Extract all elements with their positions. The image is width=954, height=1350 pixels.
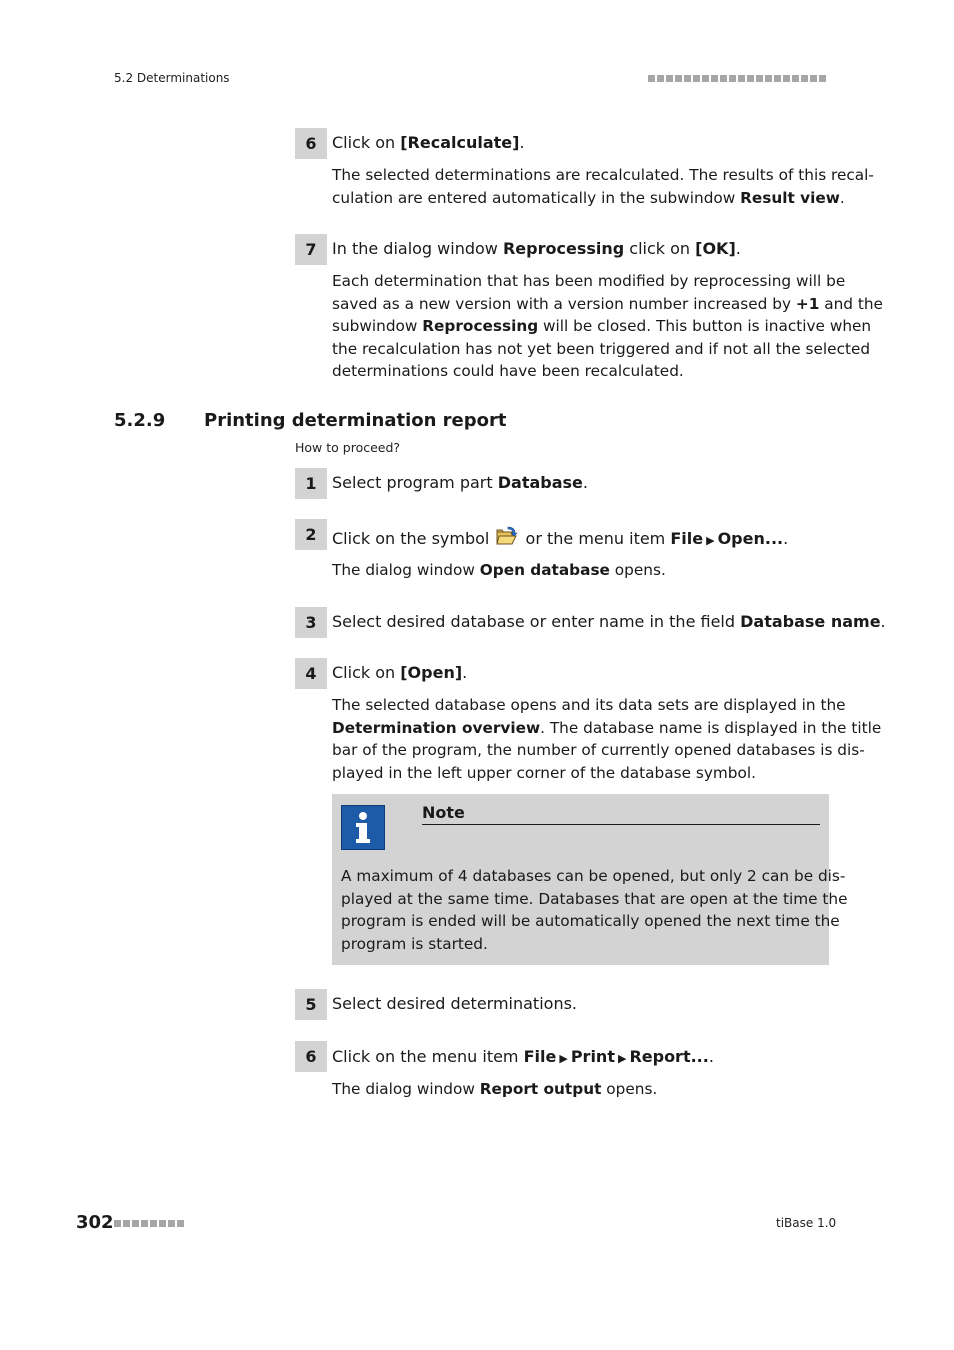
decoration-square — [792, 75, 799, 82]
note-box — [332, 794, 848, 965]
step-instruction: Select desired determinations. — [332, 994, 577, 1013]
decoration-square — [666, 75, 673, 82]
step-description: The selected determinations are recalculated. The results of this recal- culation are entered automatically in the subwindow Result view. — [332, 166, 874, 207]
section-title: Printing determination report — [204, 410, 507, 431]
decoration-square — [123, 1220, 130, 1227]
decoration-square — [747, 75, 754, 82]
decoration-square — [711, 75, 718, 82]
step-number: 4 — [295, 658, 327, 689]
decoration-square — [168, 1220, 175, 1227]
decoration-square — [810, 75, 817, 82]
step-number: 6 — [295, 128, 327, 159]
step-number: 3 — [295, 607, 327, 638]
step-number: 2 — [295, 519, 327, 550]
step-number: 5 — [295, 989, 327, 1020]
decoration-square — [684, 75, 691, 82]
decoration-square — [774, 75, 781, 82]
decoration-square — [801, 75, 808, 82]
header-decoration — [648, 75, 826, 82]
step-number: 1 — [295, 468, 327, 499]
open-folder-icon — [496, 526, 518, 546]
decoration-square — [693, 75, 700, 82]
step-number: 6 — [295, 1041, 327, 1072]
decoration-square — [702, 75, 709, 82]
step-instruction: Click on [Open]. — [332, 663, 468, 682]
step-instruction: Click on the symbol or the menu item File ▶ Open.... — [332, 526, 788, 553]
step-instruction: In the dialog window Reprocessing click on [OK]. — [332, 239, 741, 258]
decoration-square — [675, 75, 682, 82]
step-number: 7 — [295, 234, 327, 265]
running-header-section: 5.2 Determinations — [114, 71, 230, 85]
decoration-square — [765, 75, 772, 82]
step-instruction: Click on the menu item File ▶ Print ▶ Report.... — [332, 1047, 714, 1066]
step-description: Each determination that has been modified by reprocessing will be saved as a new version with a version number increased by +1 and the subwindow Reprocessing will be closed. This button is inactive when the recalculation has not yet been triggered and if not all the selected determinations could have been recalculated. — [332, 272, 883, 380]
decoration-square — [150, 1220, 157, 1227]
decoration-square — [159, 1220, 166, 1227]
step-description: The dialog window Report output opens. — [332, 1080, 658, 1098]
footer-product: tiBase 1.0 — [776, 1216, 837, 1230]
decoration-square — [720, 75, 727, 82]
step-description: The dialog window Open database opens. — [332, 561, 666, 579]
decoration-square — [729, 75, 736, 82]
decoration-square — [738, 75, 745, 82]
info-icon — [341, 805, 385, 850]
step-description: The selected database opens and its data sets are displayed in the Determination overview. The database name is displayed in the title bar of the program, the number of currently opened databases is dis- played in the left upper corner of the database symbol. — [332, 696, 882, 782]
footer-decoration — [114, 1220, 184, 1227]
step-instruction: Click on [Recalculate]. — [332, 133, 525, 152]
decoration-square — [141, 1220, 148, 1227]
decoration-square — [177, 1220, 184, 1227]
decoration-square — [132, 1220, 139, 1227]
step-instruction: Select desired database or enter name in the field Database name. — [332, 612, 886, 631]
page-number: 302 — [76, 1212, 114, 1233]
decoration-square — [648, 75, 655, 82]
step-instruction: Select program part Database. — [332, 473, 588, 492]
note-text: A maximum of 4 databases can be opened, but only 2 can be dis- played at the same time. Databases that are open at the time the program is ended will be automatically opened the next time the program is started. — [341, 867, 848, 953]
section-number: 5.2.9 — [114, 410, 166, 431]
decoration-square — [756, 75, 763, 82]
note-title: Note — [422, 803, 820, 825]
decoration-square — [657, 75, 664, 82]
decoration-square — [783, 75, 790, 82]
decoration-square — [819, 75, 826, 82]
decoration-square — [114, 1220, 121, 1227]
section-intro: How to proceed? — [295, 440, 401, 455]
